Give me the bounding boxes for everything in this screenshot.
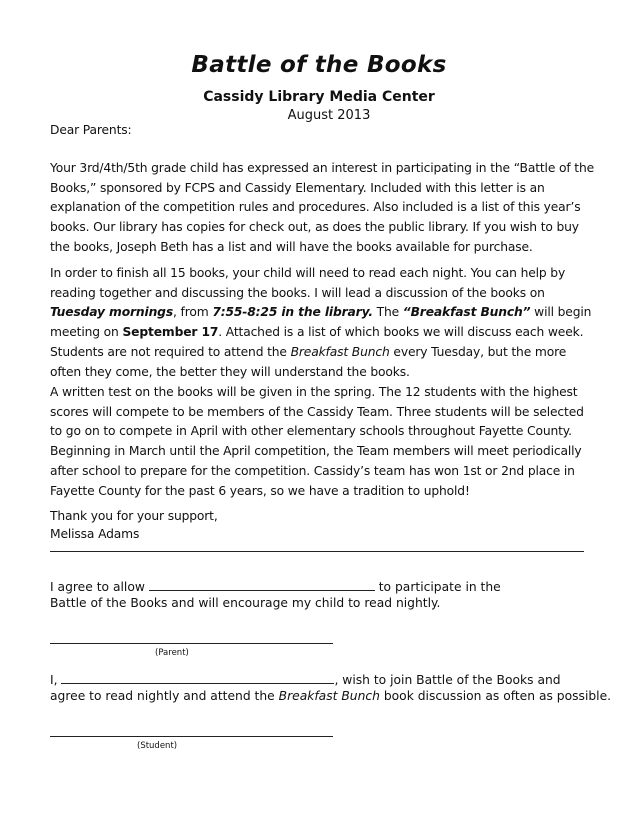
- club-name-form: Breakfast Bunch: [278, 689, 380, 703]
- paragraph-schedule-text-3: The: [372, 305, 403, 320]
- paragraph-schedule-text-1: In order to finish all 15 books, your child will need to read each night. You can help by reading together and discussing the books. I will lead a discussion of the books on: [50, 266, 566, 300]
- page-subtitle: Cassidy Library Media Center: [203, 89, 435, 105]
- student-line-2: [50, 689, 611, 703]
- closing-thanks: Thank you for your support,: [50, 509, 218, 523]
- parent-signature-field[interactable]: [50, 643, 333, 644]
- student-signature-field[interactable]: [50, 736, 333, 737]
- greeting: Dear Parents:: [50, 123, 132, 137]
- paragraph-schedule-text-4: will begin meeting on: [50, 305, 592, 340]
- student-prefix: I,: [50, 673, 62, 687]
- letter-date: August 2013: [287, 108, 371, 123]
- student-line-2-text-b: book discussion as often as possible.: [379, 689, 612, 703]
- child-name-field[interactable]: [149, 578, 375, 591]
- student-line-2-text-a: agree to read nightly and attend the: [50, 689, 279, 703]
- student-name-field[interactable]: [61, 671, 334, 684]
- paragraph-schedule-text-2: , from: [173, 305, 213, 320]
- permission-prefix: I agree to allow: [50, 580, 149, 594]
- paragraph-competition: A written test on the books will be given in the spring. The 12 students with the highest scores will compete to be members of the Cassidy Team. Three students will be selected to go on to compete in April with other elementary schools throughout Fayette County. Beginning in March until the April competition, the Team members will meet periodically after school to prepare for the competition. Cassidy’s team has won 1st or 2nd place in Fayette County for the past 6 years, so we have a tradition to uphold!: [50, 385, 584, 498]
- permission-line: [50, 578, 501, 594]
- paragraph-schedule-text-5: . Attached is a list of which books we will discuss each week. Students are not required to attend the: [50, 325, 584, 359]
- permission-suffix: to participate in the: [374, 580, 501, 594]
- parent-label: (Parent): [155, 648, 189, 658]
- meeting-time: 7:55-8:25 in the library.: [212, 305, 373, 320]
- student-suffix: , wish to join Battle of the Books and: [334, 673, 561, 687]
- paragraph-schedule: [50, 264, 595, 382]
- signature-name: Melissa Adams: [50, 527, 140, 541]
- meeting-day: Tuesday mornings: [50, 305, 174, 320]
- paragraph-schedule-text-6: every Tuesday, but the more often they come, the better they will understand the books.: [50, 344, 567, 379]
- club-name: “Breakfast Bunch”: [402, 305, 531, 320]
- paragraph-intro: Your 3rd/4th/5th grade child has expressed an interest in participating in the “Battle of the Books,” sponsored by FCPS and Cassidy Elementary. Included with this letter is an explanation of the competition rules and procedures. Also included is a list of this year’s books. Our library has copies for check out, as does the public library. If you wish to buy the books, Joseph Beth has a list and will have the books available for purchase.: [50, 161, 595, 254]
- student-line: [50, 671, 561, 687]
- tear-off-divider: [50, 551, 584, 552]
- club-name-inline: Breakfast Bunch: [290, 344, 390, 359]
- permission-line-2: Battle of the Books and will encourage my child to read nightly.: [50, 596, 441, 610]
- page-title: Battle of the Books: [191, 52, 447, 78]
- student-label: (Student): [137, 741, 178, 751]
- start-date: September 17: [122, 325, 219, 340]
